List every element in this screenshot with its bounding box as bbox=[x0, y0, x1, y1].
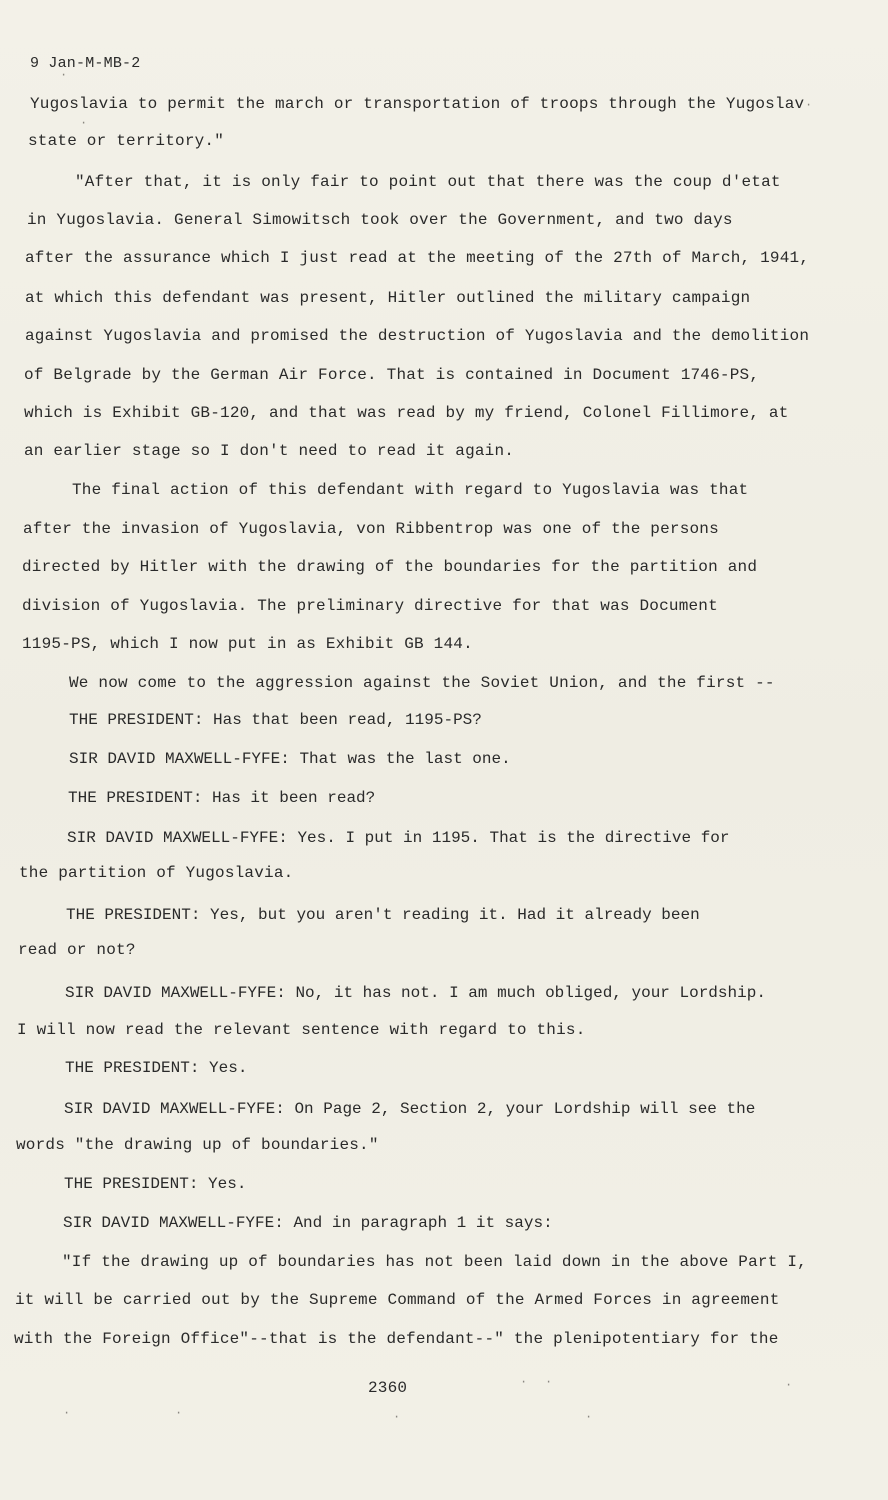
text-line: an earlier stage so I don't need to read it again. bbox=[24, 442, 515, 460]
speaker-line: THE PRESIDENT: Has that been read, 1195-PS? bbox=[69, 711, 482, 729]
speaker-line: SIR DAVID MAXWELL-FYFE: That was the last one. bbox=[69, 750, 511, 768]
ink-speck: · bbox=[805, 98, 813, 112]
text-line: which is Exhibit GB-120, and that was read by my friend, Colonel Fillimore, at bbox=[24, 404, 789, 422]
text-line: I will now read the relevant sentence with regard to this. bbox=[17, 1021, 586, 1039]
text-line: in Yugoslavia. General Simowitsch took over the Government, and two days bbox=[27, 211, 733, 229]
text-line: The final action of this defendant with regard to Yugoslavia was that bbox=[72, 481, 749, 499]
text-line: 1195-PS, which I now put in as Exhibit GB 144. bbox=[22, 635, 473, 653]
ink-speck: · bbox=[393, 1410, 401, 1424]
text-line: "If the drawing up of boundaries has not been laid down in the above Part I, bbox=[62, 1253, 807, 1271]
text-line: words "the drawing up of boundaries." bbox=[16, 1136, 379, 1154]
speaker-line: THE PRESIDENT: Has it been read? bbox=[68, 789, 376, 807]
ink-speck: · bbox=[520, 1375, 528, 1389]
speaker-line: SIR DAVID MAXWELL-FYFE: No, it has not. I am much obliged, your Lordship. bbox=[65, 984, 766, 1002]
ink-speck: · bbox=[175, 1406, 183, 1420]
text-line: of Belgrade by the German Air Force. That is contained in Document 1746-PS, bbox=[24, 366, 760, 384]
text-line: after the invasion of Yugoslavia, von Ribbentrop was one of the persons bbox=[23, 520, 719, 538]
text-line: at which this defendant was present, Hitler outlined the military campaign bbox=[25, 289, 751, 307]
text-line: it will be carried out by the Supreme Command of the Armed Forces in agreement bbox=[15, 1291, 780, 1309]
speaker-line: THE PRESIDENT: Yes. bbox=[65, 1059, 248, 1077]
speaker-line: SIR DAVID MAXWELL-FYFE: And in paragraph 1 it says: bbox=[63, 1214, 553, 1232]
ink-speck: · bbox=[80, 116, 88, 130]
page-number: 2360 bbox=[368, 1379, 408, 1397]
speaker-line: SIR DAVID MAXWELL-FYFE: Yes. I put in 1195. That is the directive for bbox=[67, 829, 730, 847]
ink-speck: · bbox=[585, 1410, 593, 1424]
text-line: "After that, it is only fair to point out that there was the coup d'etat bbox=[75, 173, 781, 191]
text-line: Yugoslavia to permit the march or transportation of troops through the Yugoslav bbox=[30, 95, 805, 113]
text-line: read or not? bbox=[18, 941, 136, 959]
ink-speck: · bbox=[785, 1378, 793, 1392]
text-line: division of Yugoslavia. The preliminary directive for that was Document bbox=[22, 597, 718, 615]
ink-speck: · bbox=[63, 1406, 71, 1420]
ink-speck: · bbox=[60, 68, 68, 82]
text-line: against Yugoslavia and promised the destruction of Yugoslavia and the demolition bbox=[25, 327, 810, 345]
text-line: with the Foreign Office"--that is the defendant--" the plenipotentiary for the bbox=[14, 1330, 779, 1348]
page-header: 9 Jan-M-MB-2 bbox=[30, 55, 141, 72]
speaker-line: THE PRESIDENT: Yes. bbox=[64, 1175, 247, 1193]
text-line: the partition of Yugoslavia. bbox=[19, 864, 294, 882]
text-line: after the assurance which I just read at the meeting of the 27th of March, 1941, bbox=[25, 249, 810, 267]
speaker-line: THE PRESIDENT: Yes, but you aren't reading it. Had it already been bbox=[66, 906, 700, 924]
text-line: directed by Hitler with the drawing of the boundaries for the partition and bbox=[22, 558, 758, 576]
text-line: state or territory." bbox=[28, 132, 225, 150]
ink-speck: · bbox=[545, 1375, 553, 1389]
text-line: We now come to the aggression against the Soviet Union, and the first -- bbox=[69, 674, 775, 692]
speaker-line: SIR DAVID MAXWELL-FYFE: On Page 2, Section 2, your Lordship will see the bbox=[64, 1100, 756, 1118]
